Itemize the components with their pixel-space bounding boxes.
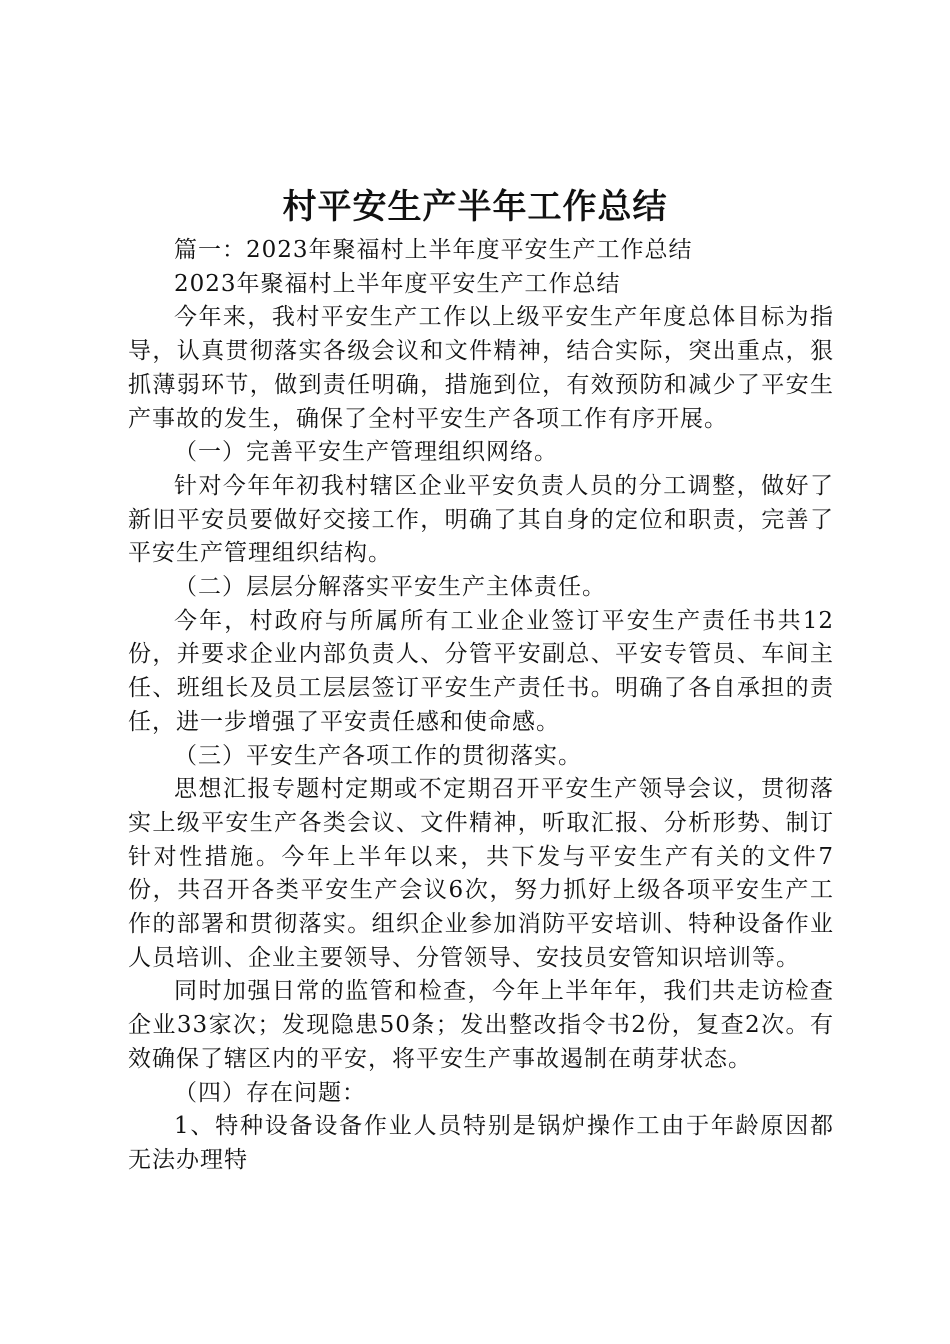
paragraph-section-label: 篇一：2023年聚福村上半年度平安生产工作总结 — [174, 237, 693, 263]
paragraph-subtitle: 2023年聚福村上半年度平安生产工作总结 — [174, 270, 621, 297]
section-heading-1: （一）完善平安生产管理组织网络。 — [174, 439, 558, 466]
document-title: 村平安生产半年工作总结 — [282, 187, 668, 227]
document-body — [128, 234, 834, 1178]
section-heading-4: （四）存在问题： — [174, 1079, 366, 1106]
section-heading-3: （三）平安生产各项工作的贯彻落实。 — [174, 742, 582, 769]
paragraph-section-4: 1、特种设备设备作业人员特别是锅炉操作工由于年龄原因都无法办理特 — [128, 1113, 834, 1173]
paragraph-section-3a: 思想汇报专题村定期或不定期召开平安生产领导会议，贯彻落实上级平安生产各类会议、文件精神，听取汇报、分析形势、制订针对性措施。今年上半年以来，共下发与平安生产有关的文件7份，共召开各类平安生产会议6次，努力抓好上级各项平安生产工作的部署和贯彻落实。组织企业参加消防平安培训、特种设备作业人员培训、企业主要领导、分管领导、安技员安管知识培训等。 — [128, 776, 834, 971]
paragraph-section-2: 今年，村政府与所属所有工业企业签订平安生产责任书共12份，并要求企业内部负责人、分管平安副总、平安专管员、车间主任、班组长及员工层层签订平安生产责任书。明确了各自承担的责任，进一步增强了平安责任感和使命感。 — [128, 607, 834, 735]
section-heading-2: （二）层层分解落实平安生产主体责任。 — [174, 574, 606, 601]
paragraph-section-3b: 同时加强日常的监管和检查，今年上半年年，我们共走访检查企业33家次；发现隐患50条；发出整改指令书2份，复查2次。有效确保了辖区内的平安，将平安生产事故遏制在萌芽状态。 — [128, 978, 834, 1072]
paragraph-intro: 今年来，我村平安生产工作以上级平安生产年度总体目标为指导，认真贯彻落实各级会议和文件精神，结合实际，突出重点，狠抓薄弱环节，做到责任明确，措施到位，有效预防和减少了平安生产事故的发生，确保了全村平安生产各项工作有序开展。 — [128, 304, 834, 432]
paragraph-section-1: 针对今年年初我村辖区企业平安负责人员的分工调整，做好了新旧平安员要做好交接工作，明确了其自身的定位和职责，完善了平安生产管理组织结构。 — [128, 472, 834, 567]
